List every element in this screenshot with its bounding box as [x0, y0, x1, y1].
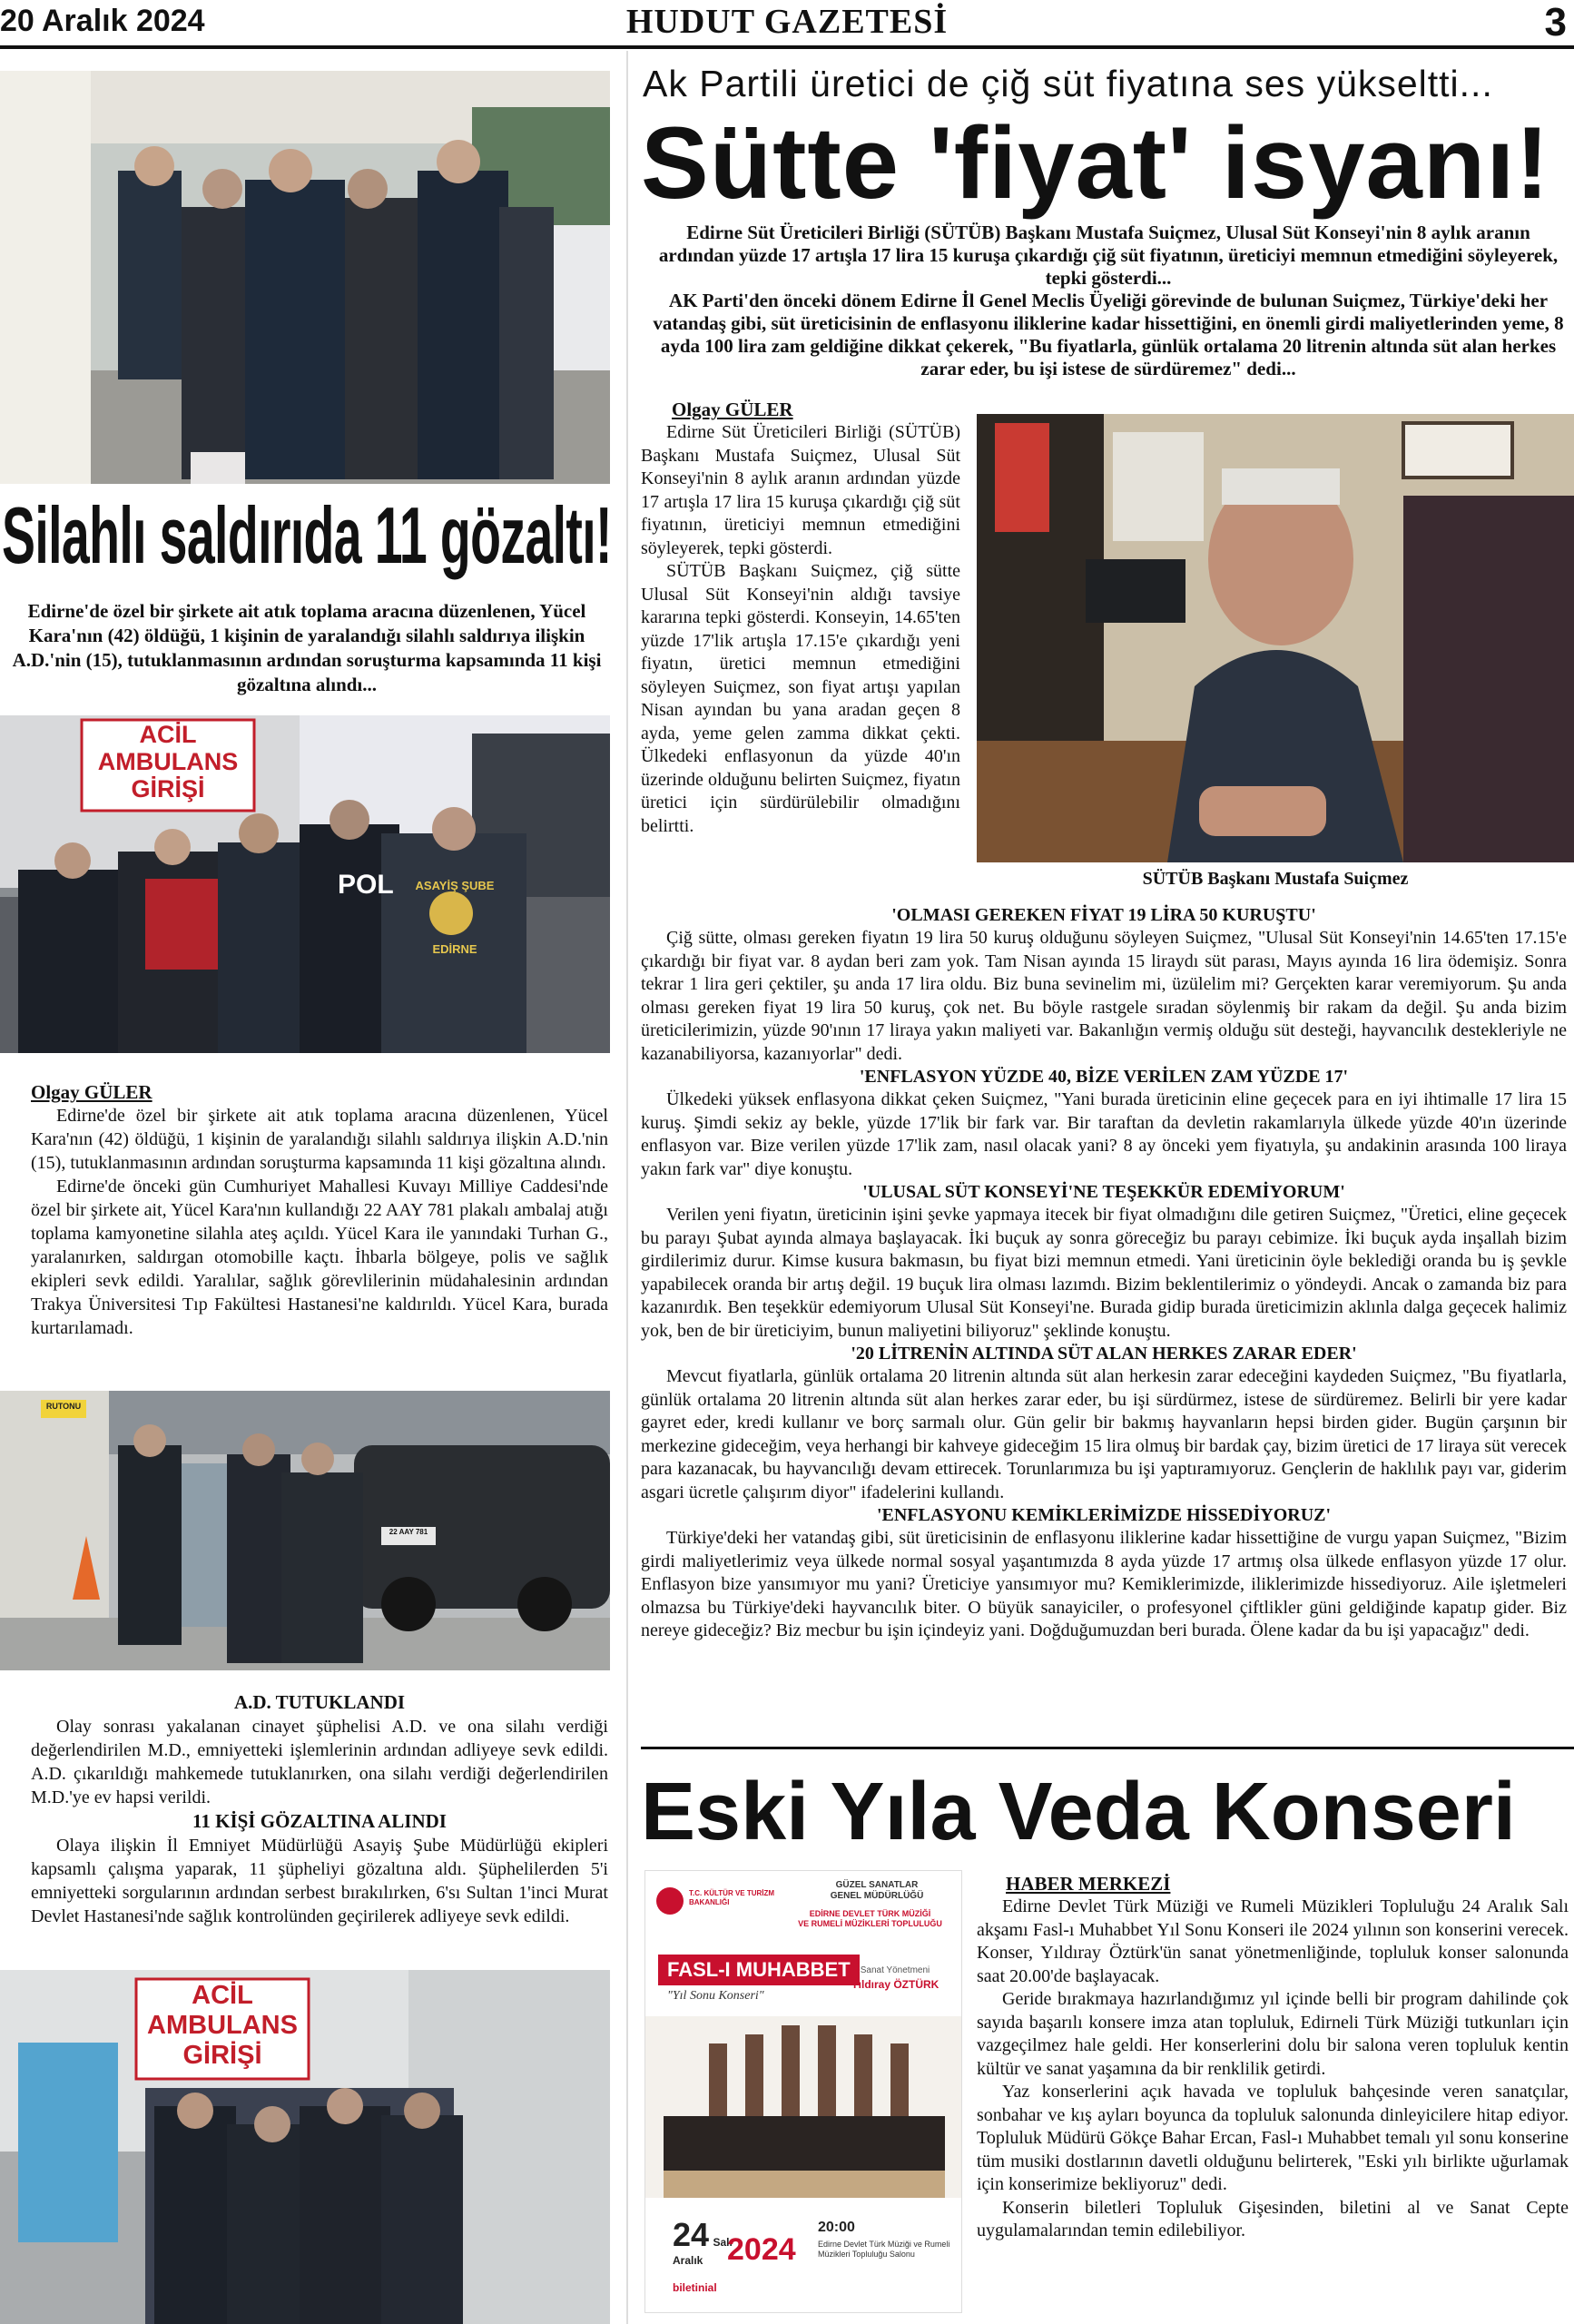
poster-director-label: Sanat Yönetmeni: [860, 1965, 930, 1975]
ambulance-sign-line1: ACİL: [139, 721, 197, 748]
portrait-photo-art: [977, 414, 1574, 862]
concert-paragraph: Konserin biletleri Topluluk Gişesinden, biletini al ve Sanat Cepte uygulamalarından temin edilebiliyor.: [977, 2197, 1569, 2240]
arrest-photo-1: [0, 71, 610, 484]
poster-directorate-1: GÜZEL SANATLAR: [835, 1880, 919, 1890]
poster-ministry-logo: [656, 1887, 684, 1915]
poster-ministry: T.C. KÜLTÜR VE TURİZM BAKANLIĞI: [689, 1889, 775, 1906]
section-title: 'OLMASI GEREKEN FİYAT 19 LİRA 50 KURUŞTU': [891, 905, 1316, 925]
arrest-photo-1-art: [0, 71, 610, 484]
small-yellow-sign: RUTONU: [45, 1402, 82, 1411]
ambulance-sign: [84, 721, 252, 803]
subhead-gozaltina: 11 KİŞİ GÖZALTINA ALINDI: [192, 1810, 447, 1832]
left-paragraph: Edirne'de özel bir şirkete ait atık toplama aracına düzenlenen, Yücel Kara'nın (42) öldüğü, 1 kişinin de yaralandığı silahlı saldırıya ilişkin A.D.'nin (15), tutuklanmasının ardından soruşturma kapsamında 11 kişi gözaltına alındı.: [31, 1106, 608, 1173]
subtext-tutuklandi: [31, 1715, 608, 1809]
section-title: '20 LİTRENİN ALTINDA SÜT ALAN HERKES ZARAR EDER': [851, 1344, 1357, 1364]
concert-paragraph: Geride bırakmaya hazırlandığımız yıl içinde belli bir program dahilinde çok sayıda başarılı konsere imza atan topluluk, Edirneli Türk Müziği tutkunları için vazgeçilmez hale geldi. Her konserlerini dolu bir salona veren topluluk kentin kültür ve sanat yaşamına da bir renklilik getirdi.: [977, 1989, 1569, 2079]
page-number: 3: [1544, 0, 1567, 44]
license-plate: 22 AAY 781: [389, 1528, 428, 1536]
arrest-photo-4: [0, 1970, 610, 2324]
arrest-photo-3-art: [0, 1391, 610, 1670]
concert-byline-name: HABER MERKEZİ: [1006, 1873, 1171, 1895]
vest-text: ASAYİŞ ŞUBE: [415, 879, 495, 892]
ambulance-sign-2-line3: GİRİŞİ: [182, 2041, 262, 2070]
left-byline-name: Olgay GÜLER: [31, 1081, 152, 1103]
main-byline-name: Olgay GÜLER: [672, 399, 793, 420]
poster-directorate-2: GENEL MÜDÜRLÜĞÜ: [830, 1891, 924, 1901]
main-lead-2: AK Parti'den önceki dönem Edirne İl Genel Meclis Üyeliği görevinde de bulunan Suiçmez, Türkiye'deki her vatandaş gibi, süt üreticisinin de enflasyonu iliklerine kadar hissettiğini, en önemli girdi maliyetlerinden yeme, 8 ayda 100 lira zam geldiğine dikkat çekerek, "Bu fiyatlarla, günlük ortalama 20 litrenin altında süt alan herkes zarar eder, bu işi istese de sürdüremez" dedi...: [653, 290, 1564, 379]
main-paragraph: Mevcut fiyatlarla, günlük ortalama 20 litrenin altında süt alan herkesin zarar edeceğini kaydeden Suiçmez, "Bu fiyatlarla, günlük ortalama 20 litrenin altında süt alan herkes zarar eder, bu işi sürdürmez, istese de sürdüremez. Belirli bir yere kadar gayret eder, kredi kullanır ve borç sarmalı olur. Gün gelir bir bakmış hayvanların hepsi birden gider. Bugün çarşının bir merkezine gideceğim, veya herhangi bir kahveye gideceğim 15 lira olmuş bir bardak çay, bizim üretici de 17 liraya süt verecek para kazanacak, bu hayvancılığı devam ettirecek. Torunlarımıza bu işi yaptıramıyoruz. Gençlerin de haklılık payı var, giderim asgari ücretle çalışırım diyor" ifadelerini kullandı.: [641, 1366, 1567, 1502]
concert-poster: [644, 1870, 962, 2313]
poster-director: Yıldıray ÖZTÜRK: [851, 1978, 939, 1991]
arrest-photo-3: [0, 1391, 610, 1670]
main-paragraph: Çiğ sütte, olması gereken fiyatın 19 lira 50 kuruş olduğunu söyleyen Suiçmez, "Ulusal Süt Konseyi'nin 14.65'ten 17.15'e çıkardığı bir fiyat var. 8 aydan beri zam yok. Tam Nisan ayında 15 liraydı süt parası, Mayıs ayında 16 lira ödemişiz. Sonra tekrar 1 lira geri çektiler, şu anda 17 lira oldu. Biz buna sevinelim mi, üzülelim mi? Gerçekten karar veremiyorum. Şu anda olması gereken fiyat 19 lira 50 kuruş, çok net. Bu böyle rastgele sıradan söylenmiş bir rakam da değil. Şu anda bizim üreticilerimizin, yüzde 90'ının 17 liraya yakın maliyeti var. Bakanlığın vermiş olduğu süt desteği, hayvancılık destekleriyle ne kazanabiliyorsa, kazanıyorlar" dedi.: [641, 928, 1567, 1064]
concert-paragraph: Edirne Devlet Türk Müziği ve Rumeli Müzikleri Topluluğu 24 Aralık Salı akşamı Fasl-ı Muhabbet Yıl Sonu Konseri ile 2024 yılının son konserini verecek. Konser, Yıldıray Öztürk'ün sanat yönetmenliğinde, topluluk konser salonunda saat 20.00'de başlayacak.: [977, 1896, 1569, 1986]
poster-time: 20:00: [818, 2220, 855, 2235]
header-rule: [0, 45, 1574, 49]
main-narrow-body: [641, 421, 960, 838]
arrest-photo-2: [0, 715, 610, 1053]
ambulance-sign-line2: AMBULANS: [97, 748, 239, 775]
main-paragraph: Türkiye'deki her vatandaş gibi, süt üreticisinin de enflasyonu iliklerine kadar hissettiğine de vurgu yapan Suiçmez, "Bizim girdi maliyetlerimiz veya ülkede normal sosyal yaşantımızda 8 ayda yüzde 17 artmış olsa ülkede enflasyon yüzde 17 olur. Enflasyon bize yansımıyor mu yani? Üreticiye yansımıyor mu? Kemiklerimizde, iliklerimizde hissediyoruz. Aile işletmeleri olmazsa bu Türkiye'deki hayvancılık biter. O büyük sanayiciler, o profesyonel çiftlikler güni geldiğinde kapatıp gider. Biz nereye gideceğiz? Biz mecbur bu işin içindeyiz yani. Doğduğumuzdan beri burada. Ölene kadar da bu işi yapacağız" dedi.: [641, 1528, 1567, 1640]
main-sections: [641, 904, 1567, 1643]
left-headline: Silahlı saldırıda 11 gözaltı!: [2, 490, 612, 580]
section-title: 'ULUSAL SÜT KONSEYİ'NE TEŞEKKÜR EDEMİYORUM': [862, 1182, 1345, 1202]
poster-title: FASL-I MUHABBET: [658, 1955, 860, 1985]
concert-paragraph: Yaz konserlerini açık havada ve topluluk bahçesinde veren sanatçılar, sonbahar ve kış ayları boyunca da topluluk salonunda dinleyicilere hitap ediyor. Topluluk Müdürü Gökçe Bahar Ercan, Fasl-ı Muhabbet temalı yıl sonu konserine tüm musiki dostlarının davetli olduğunu belirterek, "Eski yılı birlikte uğurlamak için konserimize bekliyoruz" dedi.: [977, 2082, 1569, 2194]
section-text: [641, 1527, 1567, 1643]
left-subsections: [31, 1690, 608, 1928]
issue-date: 20 Aralık 2024: [0, 4, 205, 38]
main-lead: [650, 222, 1567, 380]
poster-ticket: biletinial: [673, 2281, 717, 2294]
poster-ensemble-2: VE RUMELİ MÜZİKLERİ TOPLULUĞU: [798, 1919, 942, 1928]
main-lead-1: Edirne Süt Üreticileri Birliği (SÜTÜB) Başkanı Mustafa Suiçmez, Ulusal Süt Konseyi'nin 8 aylık aranın ardından yüzde 17 artışla 17 lira 15 kuruşa çıkardığı çiğ süt fiyatının, üreticiyi memnun etmediğini söyleyerek, tepki gösterdi...: [658, 222, 1559, 289]
portrait-photo: [977, 414, 1574, 862]
left-body: [31, 1104, 608, 1340]
left-paragraph: Olaya ilişkin İl Emniyet Müdürlüğü Asayiş Şube Müdürlüğü ekipleri kapsamlı çalışma yaparak, 11 şüpheliyi gözaltına aldı. Şüphelilerden 5'i emniyetteki sorgularının ardından serbest bırakılırken, 6'sı Sultan 1'inci Murat Devlet Hastanesi'nde sağlık kontrolünden geçirilerek adliyeye sevk edildi.: [31, 1836, 608, 1926]
main-byline: [672, 398, 793, 421]
section-title: 'ENFLASYON YÜZDE 40, BİZE VERİLEN ZAM YÜZDE 17': [859, 1067, 1349, 1087]
section-title: 'ENFLASYONU KEMİKLERİMİZDE HİSSEDİYORUZ': [876, 1505, 1332, 1525]
main-kicker: Ak Partili üretici de çiğ süt fiyatına ses yükseltti...: [643, 63, 1493, 104]
poster-subtitle: "Yıl Sonu Konseri": [667, 1989, 764, 2003]
poster-ensemble: [782, 1909, 959, 1929]
section-text: [641, 1365, 1567, 1504]
main-paragraph: Ülkedeki yüksek enflasyona dikkat çeken Suiçmez, "Yani burada üreticinin eline geçecek para en iyi ihtimalle 17 lira 15 kuruş. Şimdi sekiz ay bekle, yüzde 17'lik bir fark var. Bir taraftan da devletin rakamlarıyla ülkede yüzde 40'ın üzerinde enflasyon var. Bize verilen yüzde 17'lik zam, nasıl olacak yani? 8 ay önceki yem fiyatıyla, şu andakinin arasında 100 liraya yakın fark var" diye konuştu.: [641, 1089, 1567, 1179]
concert-byline: [1006, 1872, 1170, 1896]
subtext-gozaltina: [31, 1834, 608, 1928]
ambulance-sign-2-line1: ACİL: [192, 1981, 253, 2010]
section-text: [641, 1088, 1567, 1181]
section-text: [641, 1204, 1567, 1343]
poster-year: 2024: [727, 2232, 796, 2267]
main-paragraph: Edirne Süt Üreticileri Birliği (SÜTÜB) Başkanı Mustafa Suiçmez, Ulusal Süt Konseyi'nin 8 aylık aranın ardından yüzde 17 artışla 17 lira 15 kuruşa çıkardığı çiğ süt fiyatının, üreticiyi memnun etmediğini söyleyerek, tepki gösterdi.: [641, 422, 960, 558]
concert-headline: Eski Yıla Veda Konseri: [641, 1767, 1516, 1857]
ambulance-sign-2: [138, 1981, 307, 2071]
poster-day: 24: [673, 2216, 710, 2253]
poster-directorate: [800, 1880, 954, 1902]
story-separator: [641, 1747, 1574, 1749]
newspaper-name: HUDUT GAZETESİ: [625, 3, 949, 41]
left-paragraph: Olay sonrası yakalanan cinayet şüphelisi A.D. ve ona silahı verdiği değerlendirilen M.D., emniyetteki işlemlerinin ardından adliyeye sevk edildi. A.D. çıkarıldığı mahkemede tutuklanırken, ona silahı verdiği değerlendirilen M.D.'ye ev hapsi verildi.: [31, 1717, 608, 1807]
section-text: [641, 927, 1567, 1066]
poster-venue: Edirne Devlet Türk Müziği ve Rumeli Müzikleri Topluluğu Salonu: [818, 2240, 950, 2259]
portrait-caption: SÜTÜB Başkanı Mustafa Suiçmez: [1142, 869, 1409, 889]
main-paragraph: SÜTÜB Başkanı Suiçmez, çiğ sütte Ulusal Süt Konseyi'nin aldığı tavsiye kararına tepki gösterdi. Konseyin, 14.65'ten yüzde 17'lik artışla 17.15'e çıkardığı yeni fiyatın, üretici memnun etmediğini söyleyen Suiçmez, son fiyat artışı yapılan Nisan ayından bu yana aradan geçen 8 ayda, yeme gelen zamma dikkat çekti. Ülkedeki enflasyonun da yüzde 40'ın üzerinde olduğunu belirten Suiçmez, fiyatın üretici için sürdürülebilir olmadığını belirtti.: [641, 561, 960, 836]
main-paragraph: Verilen yeni fiyatın, üreticinin işini şevke yapmaya itecek bir fiyat olmadığını dile getiren Suiçmez, "Üretici, eline geçecek bu parayı Şubat ayında almaya başlayacak. İki buçuk ay sonra göreceğiz bu parayı cebimize. İki buçuk ayda inşallah bizim girdilerimiz durur. Kimse kusura bakmasın, bu fiyat bizi memnun etmedi. Yani üreticinin öyle beklediği oranda bu iş şevkle yapabilecek oranda bir artış değil. 19 buçuk lira olması lazımdı. Bizim beklentilerimiz o yöndeydi. Ancak o zamanda biz para kazanırdık. Ben teşekkür edemiyorum Ulusal Süt Konseyi'ne. Burada gidip burada üreticimizin aklınla dalga geçecek halimiz yok, ben de bir üreticiyim, bunun maliyetini biliyoruz" şeklinde konuştu.: [641, 1205, 1567, 1341]
left-lead: Edirne'de özel bir şirkete ait atık toplama aracına düzenlenen, Yücel Kara'nın (42) öldüğü, 1 kişinin de yaralandığı silahlı saldırıya ilişkin A.D.'nin (15), tutuklanmasının ardından soruşturma kapsamında 11 kişi gözaltına alındı...: [12, 600, 602, 695]
subhead-tutuklandi: A.D. TUTUKLANDI: [233, 1691, 406, 1713]
main-headline: Sütte 'fiyat' isyanı!: [641, 106, 1550, 220]
ambulance-sign-line3: GİRİŞİ: [131, 775, 205, 803]
poster-weekday: Salı: [713, 2236, 733, 2249]
ambulance-sign-2-line2: AMBULANS: [147, 2011, 298, 2040]
left-paragraph: Edirne'de önceki gün Cumhuriyet Mahallesi Kuvayı Milliye Caddesi'nde özel bir şirkete ait, Yücel Kara'nın kullandığı 22 AAY 781 plakalı ambalaj atığı toplama kamyonetine silahla ateş açıldı. Yücel Kara ile yanındaki Turhan G., yaralanırken, saldırgan otomobille kaçtı. İhbarla bölgeye, polis ve sağlık ekipleri sevk edildi. Yaralılar, sağlık görevlilerinin müdahalesinin ardından Trakya Üniversitesi Tıp Fakültesi Hastanesi'ne kaldırıldı. Yücel Kara, burada kurtarılamadı.: [31, 1177, 608, 1338]
concert-body: [977, 1896, 1569, 2243]
column-divider: [626, 51, 628, 2324]
poster-ensemble-photo: [645, 2016, 962, 2198]
poster-ensemble-1: EDİRNE DEVLET TÜRK MÜZİĞİ: [809, 1909, 931, 1918]
poster-month: Aralık: [673, 2254, 703, 2267]
left-byline: [31, 1080, 152, 1104]
vest-city: EDİRNE: [432, 942, 477, 956]
police-back-text: POL: [338, 870, 394, 900]
